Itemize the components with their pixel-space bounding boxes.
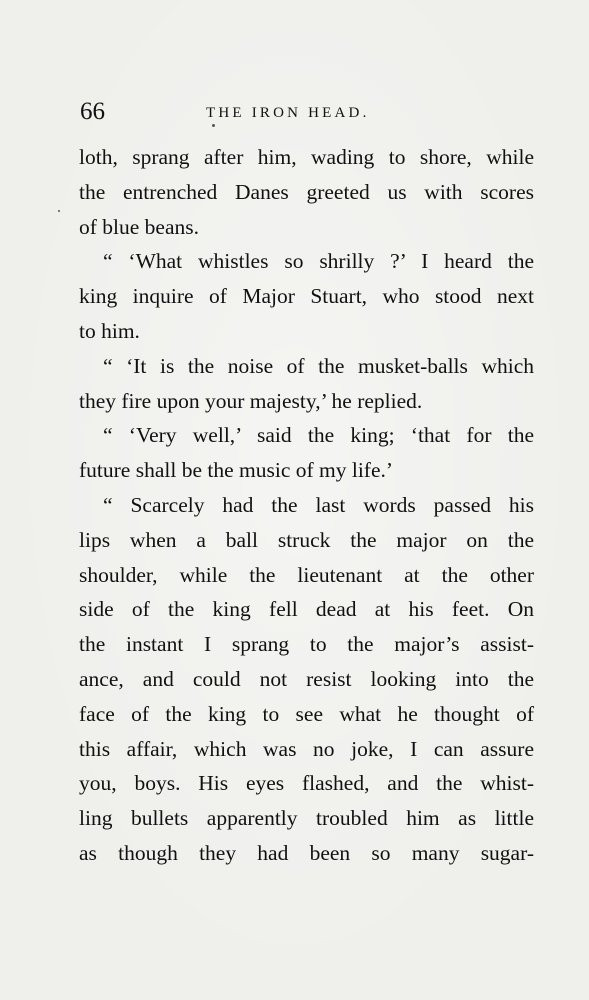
text-line: shoulder, while the lieutenant at the other xyxy=(79,562,534,587)
text-line: to him. xyxy=(79,318,140,343)
text-line: future shall be the music of my life.’ xyxy=(79,458,394,483)
page-number: 66 xyxy=(80,98,105,125)
text-line: you, boys. His eyes flashed, and the whist- xyxy=(79,771,534,796)
text-line: loth, sprang after him, wading to shore, while xyxy=(79,145,534,169)
running-head: THE IRON HEAD. xyxy=(206,105,370,121)
text-line: “ ‘What whistles so shrilly ?’ I heard the xyxy=(103,249,534,274)
text-line: this affair, which was no joke, I can assure xyxy=(79,736,534,761)
page-header xyxy=(80,96,534,128)
text-line: as though they had been so many sugar- xyxy=(79,840,534,865)
text-line: lips when a ball struck the major on the xyxy=(79,527,534,552)
text-line: side of the king fell dead at his feet. On xyxy=(79,597,534,622)
text-line: king inquire of Major Stuart, who stood next xyxy=(79,284,534,309)
ink-speck xyxy=(58,210,60,212)
text-line: they fire upon your majesty,’ he replied. xyxy=(79,388,423,413)
body-text xyxy=(79,140,534,871)
text-line: ling bullets apparently troubled him as little xyxy=(79,806,534,831)
text-line: “ ‘It is the noise of the musket-balls which xyxy=(103,353,534,378)
text-line: “ Scarcely had the last words passed his xyxy=(103,492,534,517)
text-line: the instant I sprang to the major’s assist- xyxy=(79,632,534,657)
text-line: face of the king to see what he thought of xyxy=(79,701,534,726)
text-line: of blue beans. xyxy=(79,214,200,239)
text-line: ance, and could not resist looking into the xyxy=(79,666,534,691)
text-line: the entrenched Danes greeted us with scores xyxy=(79,179,534,204)
text-line: “ ‘Very well,’ said the king; ‘that for the xyxy=(103,423,534,448)
